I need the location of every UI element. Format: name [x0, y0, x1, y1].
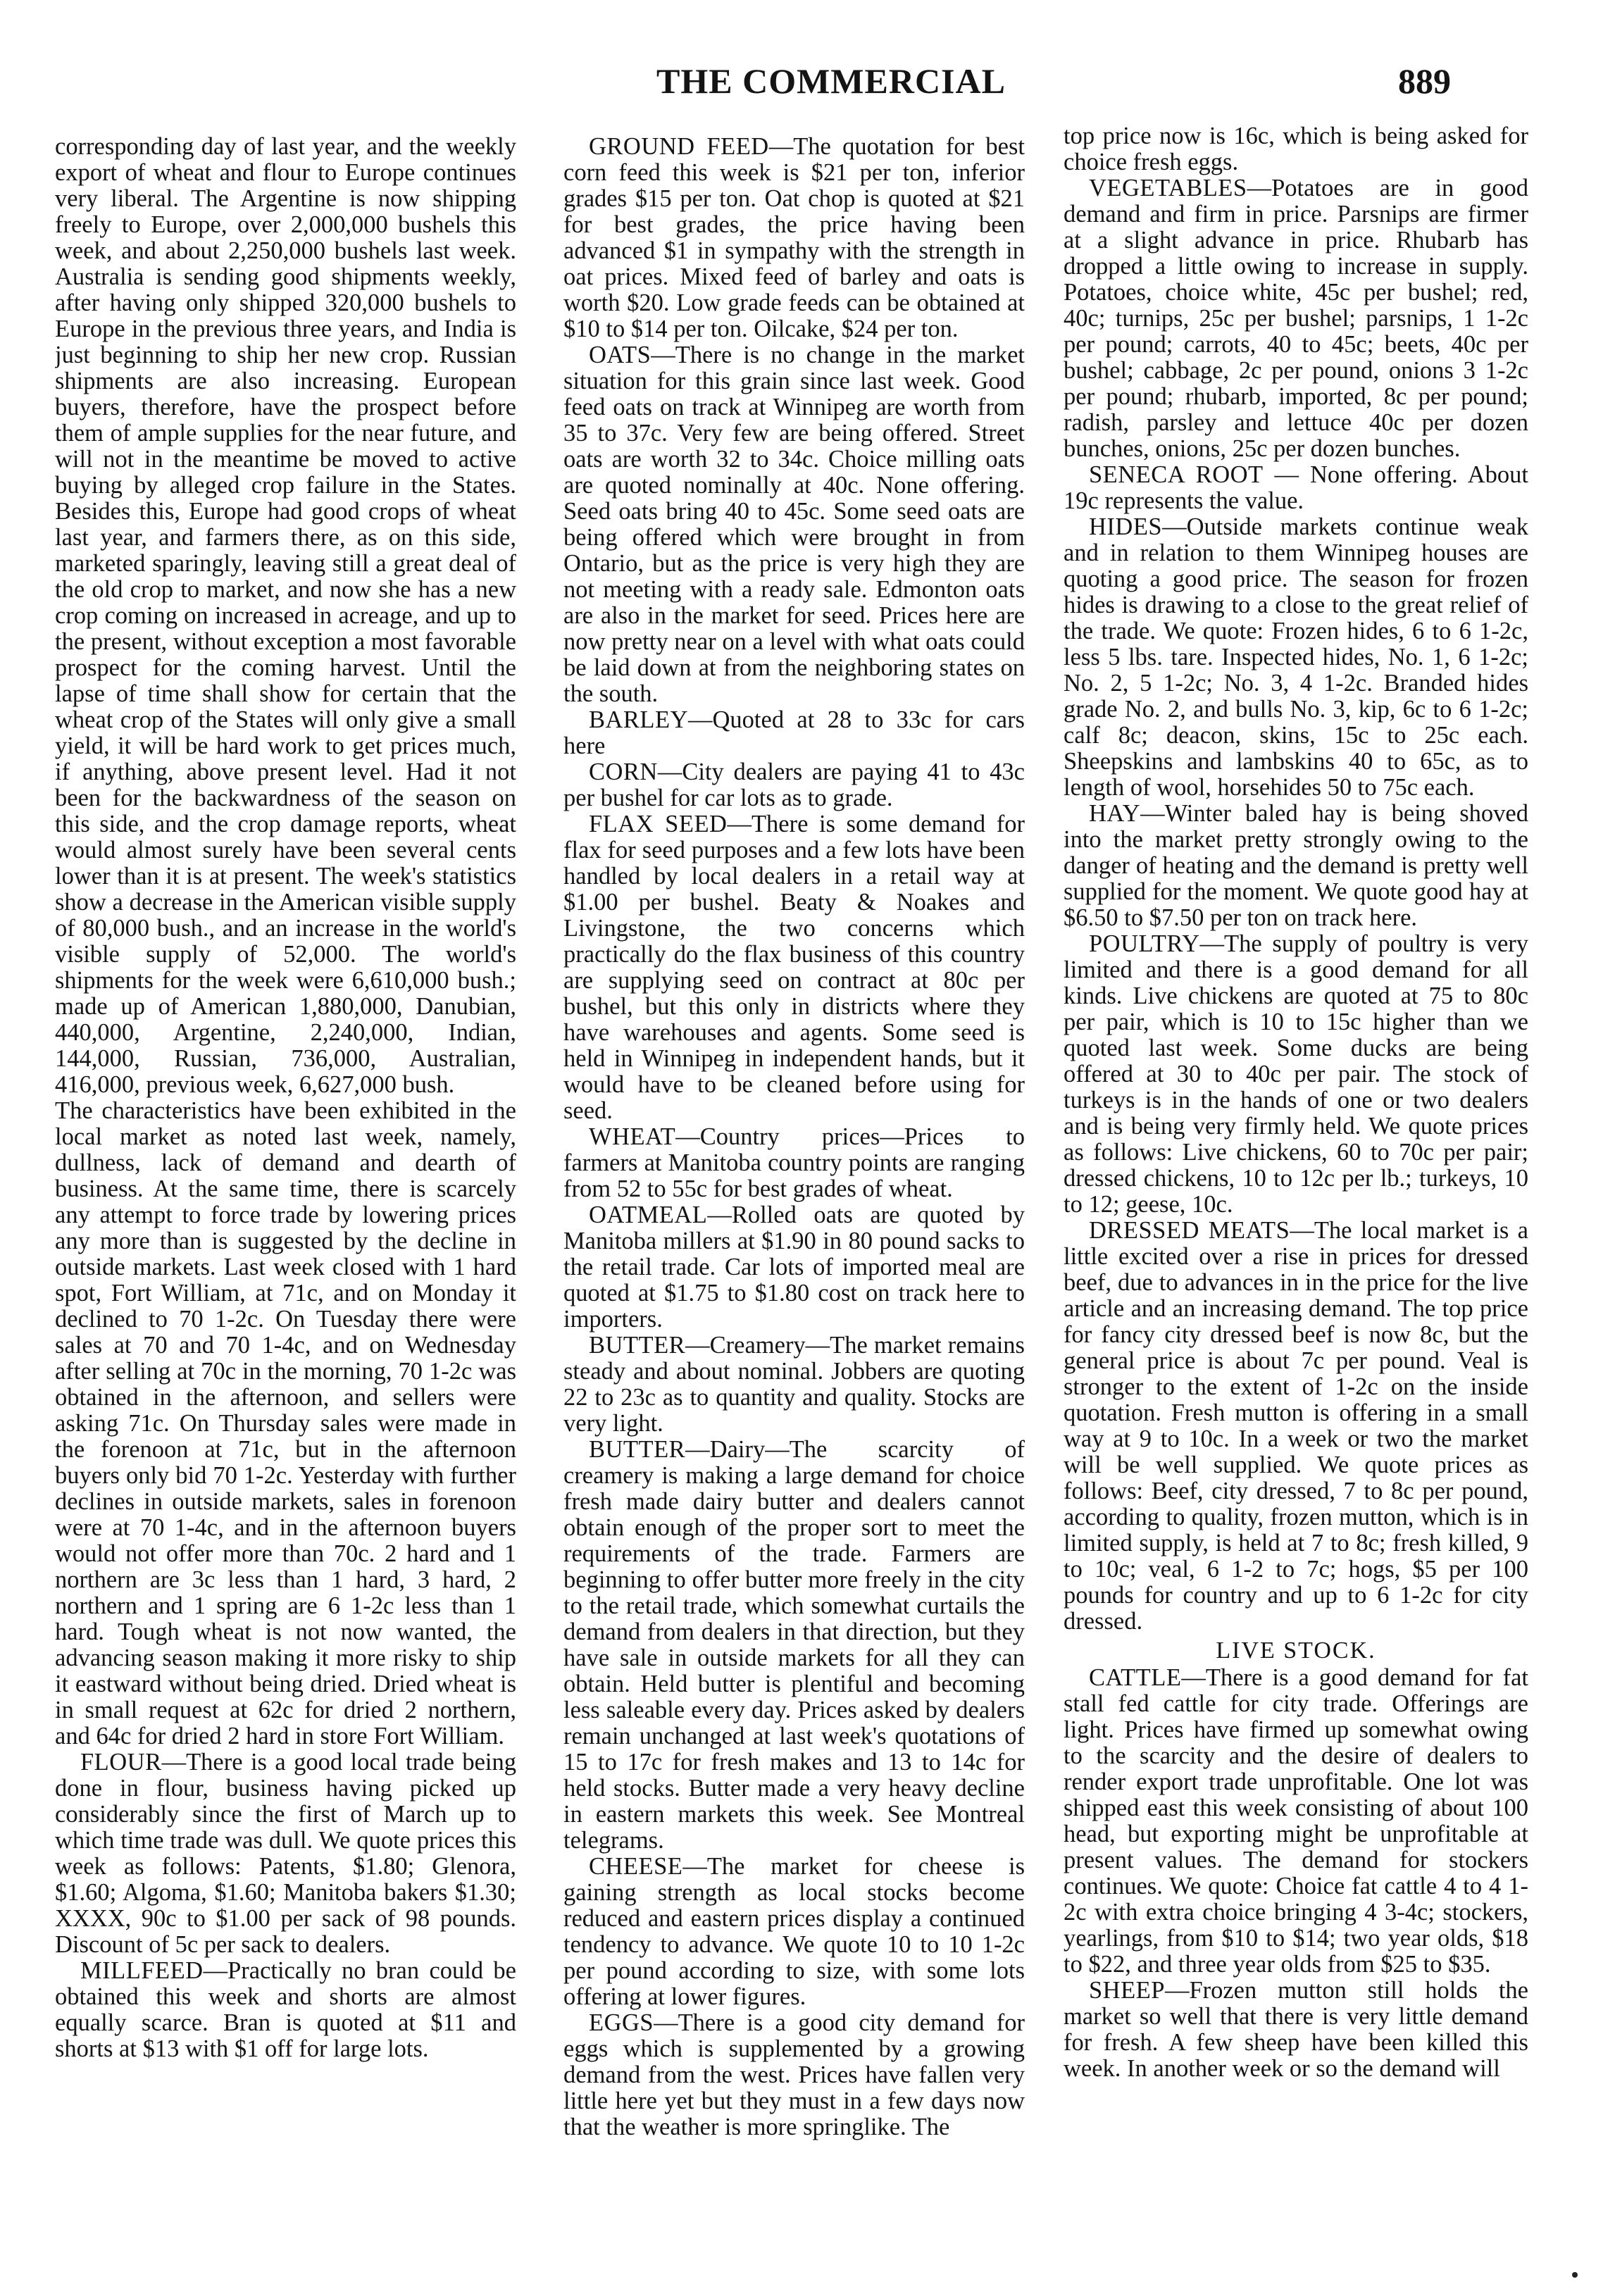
paragraph-text: —The quotation for best corn feed this week is $21 per ton, inferior grades $15 per ton. Oat chop is quoted at $21 for best grades, the price having been advanced $1 in sympathy with the strength in oat prices. Mixed feed of barley and oats is worth $20. Low grade feeds can be obtained at $10 to $14 per ton. Oilcake, $24 per ton.	[563, 134, 1025, 342]
article-paragraph	[1064, 1218, 1528, 1635]
paragraph-text: —Outside markets continue weak and in relation to them Winnipeg houses are quoting a good price. The season for frozen hides is drawing to a close to the great relief of the trade. We quote: Frozen hides, 6 to 6 1-2c, less 5 lbs. tare. Inspected hides, No. 1, 6 1-2c; No. 2, 5 1-2c; No. 3, 4 1-2c. Branded hides grade No. 2, and bulls No. 3, kip, 6c to 6 1-2c; calf 8c; deacon, skins, 15c to 25c each. Sheepskins and lambskins 40 to 65c, as to length of wool, horsehides 50 to 75c each.	[1064, 513, 1528, 801]
paragraph-lead: SHEEP	[1089, 1977, 1165, 2004]
article-paragraph	[1064, 514, 1528, 801]
paragraph-lead: GROUND FEED	[589, 134, 769, 160]
paragraph-text: —There is some demand for flax for seed purposes and a few lots have been handled by local dealers in a retail way at $1.00 per bushel. Beaty & Noakes and Livingstone, the two concerns which practically do the flax business of this country are supplying seed on contract at 80c per bushel, but this only in districts where they have warehouses and agents. Some seed is held in Winnipeg in independent hands, but it would have to be cleaned before using for seed.	[563, 811, 1025, 1124]
article-paragraph	[563, 707, 1025, 759]
paragraph-lead: OATMEAL	[589, 1202, 708, 1228]
paragraph-text: —Dairy—The scarcity of creamery is making a large demand for choice fresh made dairy butter and dealers cannot obtain enough of the proper sort to meet the requirements of the trade. Farmers are beginning to offer butter more freely in the city to the retail trade, which somewhat curtails the demand from dealers in that direction, but they have sale in outside markets for all they can obtain. Held butter is plentiful and becoming less saleable every day. Prices asked by dealers remain unchanged at last week's quotations of 15 to 17c for fresh makes and 13 to 14c for held stocks. Butter made a very heavy decline in eastern markets this week. See Montreal telegrams.	[563, 1436, 1025, 1854]
article-paragraph	[1064, 801, 1528, 931]
paragraph-lead: FLOUR	[80, 1749, 162, 1776]
article-paragraph	[563, 134, 1025, 342]
article-paragraph	[563, 1854, 1025, 2010]
article-paragraph	[563, 1333, 1025, 1437]
paragraph-lead: HAY	[1089, 800, 1141, 827]
article-paragraph	[563, 2010, 1025, 2140]
article-paragraph	[563, 759, 1025, 811]
article-paragraph	[1064, 175, 1528, 462]
article-paragraph	[1064, 1978, 1528, 2082]
paragraph-lead: POULTRY	[1089, 930, 1200, 957]
article-paragraph	[563, 1202, 1025, 1333]
publication-title: THE COMMERCIAL	[656, 61, 1006, 101]
paragraph-text: —The market for cheese is gaining strength as local stocks become reduced and eastern prices display a continued tendency to advance. We quote 10 to 10 1-2c per pound according to size, with some lots offering at lower figures.	[563, 1853, 1025, 2010]
paragraph-text: —Winter baled hay is being shoved into the market pretty strongly owing to the danger of heating and the demand is pretty well supplied for the moment. We quote good hay at $6.50 to $7.50 per ton on track here.	[1064, 800, 1528, 931]
paragraph-lead: MILLFEED	[80, 1957, 204, 1984]
paragraph-text: top price now is 16c, which is being asked for choice fresh eggs.	[1064, 123, 1528, 175]
article-paragraph	[55, 1098, 516, 1749]
paragraph-lead: FLAX SEED	[589, 811, 728, 837]
paragraph-lead: HIDES	[1089, 513, 1163, 540]
paragraph-text: —Practically no bran could be obtained this week and shorts are almost equally scarce. Bran is quoted at $11 and shorts at $13 with $1 off for large lots.	[55, 1957, 516, 2062]
paragraph-text: The characteristics have been exhibited in the local market as noted last week, namely, dullness, lack of demand and dearth of business. At the same time, there is scarcely any attempt to force trade by lowering prices any more than is suggested by the decline in outside markets. Last week closed with 1 hard spot, Fort William, at 71c, and on Monday it declined to 70 1-2c. On Tuesday there were sales at 70 and 70 1-4c, and on Wednesday after selling at 70c in the morning, 70 1-2c was obtained in the afternoon, and sellers were asking 71c. On Thursday sales were made in the forenoon at 71c, but in the afternoon buyers only bid 70 1-2c. Yesterday with further declines in outside markets, sales in forenoon were at 70 1-4c, and in the afternoon buyers would not offer more than 70c. 2 hard and 1 northern are 3c less than 1 hard, 3 hard, 2 northern and 1 spring are 6 1-2c less than 1 hard. Tough wheat is not now wanted, the advancing season making it more risky to ship it eastward without being dried. Dried wheat is in small request at 62c for dried 2 northern, and 64c for dried 2 hard in store Fort William.	[55, 1097, 516, 1749]
article-paragraph	[55, 134, 516, 1098]
article-paragraph	[55, 1958, 516, 2062]
article-paragraph	[1064, 123, 1528, 175]
page-number: 889	[1398, 61, 1451, 101]
article-paragraph	[1064, 931, 1528, 1218]
page-speck	[1572, 2272, 1578, 2278]
paragraph-text: —There is a good local trade being done in flour, business having picked up considerably since the first of March up to which time trade was dull. We quote prices this week as follows: Patents, $1.80; Glenora, $1.60; Algoma, $1.60; Manitoba bakers $1.30; XXXX, 90c to $1.00 per sack of 98 pounds. Discount of 5c per sack to dealers.	[55, 1749, 516, 1958]
article-paragraph	[1064, 462, 1528, 514]
paragraph-lead: WHEAT	[589, 1123, 676, 1150]
column-3	[1064, 123, 1528, 2236]
paragraph-text: —There is a good city demand for eggs which is supplemented by a growing demand from the west. Prices have fallen very little here yet but they must in a few days now that the weather is more springlike. The	[563, 2009, 1025, 2140]
article-paragraph	[563, 1124, 1025, 1202]
article-paragraph	[563, 1437, 1025, 1854]
paragraph-text: —Quoted at 28 to 33c for cars here	[563, 706, 1025, 759]
section-heading: LIVE STOCK.	[1216, 1637, 1376, 1664]
column-1	[55, 134, 516, 2247]
paragraph-lead: EGGS	[589, 2009, 654, 2036]
paragraph-text: —Rolled oats are quoted by Manitoba millers at $1.90 in 80 pound sacks to the retail trade. Car lots of imported meal are quoted at $1.75 to $1.80 cost on track here to importers.	[563, 1202, 1025, 1333]
paragraph-text: —The supply of poultry is very limited and there is a good demand for all kinds. Live chickens are quoted at 75 to 80c per pair, which is 10 to 15c higher than we quoted last week. Some ducks are being offered at 30 to 40c per pair. The stock of turkeys is in the hands of one or two dealers and is being very firmly held. We quote prices as follows: Live chickens, 60 to 70c per pair; dressed chickens, 10 to 12c per lb.; turkeys, 10 to 12; geese, 10c.	[1064, 930, 1528, 1218]
paragraph-text: —City dealers are paying 41 to 43c per bushel for car lots as to grade.	[563, 759, 1025, 811]
paragraph-lead: BUTTER	[589, 1436, 686, 1463]
paragraph-lead: CORN	[589, 759, 658, 785]
paragraph-text: —Frozen mutton still holds the market so well that there is very little demand for fresh. A few sheep have been killed this week. In another week or so the demand will	[1064, 1977, 1528, 2082]
paragraph-lead: DRESSED MEATS	[1089, 1217, 1290, 1244]
paragraph-text: —Country prices—Prices to farmers at Manitoba country points are ranging from 52 to 55c for best grades of wheat.	[563, 1123, 1025, 1202]
article-paragraph	[563, 342, 1025, 707]
paragraph-text: — None offering. About 19c represents the value.	[1064, 461, 1528, 514]
paragraph-text: —The local market is a little excited over a rise in prices for dressed beef, due to advances in in the price for the live article and an increasing demand. The top price for fancy city dressed beef is now 8c, but the general price is about 7c per pound. Veal is stronger to the extent of 1-2c on the inside quotation. Fresh mutton is offering in a small way at 9 to 10c. In a week or two the market will be well supplied. We quote prices as follows: Beef, city dressed, 7 to 8c per pound, according to quality, frozen mutton, which is in limited supply, is held at 7 to 8c; fresh killed, 9 to 10c; veal, 6 1-2 to 7c; hogs, $5 per 100 pounds for country and up to 6 1-2c for city dressed.	[1064, 1217, 1528, 1635]
article-paragraph	[55, 1749, 516, 1958]
paragraph-text: —There is a good demand for fat stall fed cattle for city trade. Offerings are light. Prices have firmed up somewhat owing to the scarcity and the desire of dealers to render export trade unprofitable. One lot was shipped east this week consisting of about 100 head, but exporting might be unprofitable at present values. The demand for stockers continues. We quote: Choice fat cattle 4 to 4 1-2c with extra choice bringing 4 3-4c; stockers, yearlings, from $10 to $14; two year olds, $18 to $22, and three year olds from $25 to $35.	[1064, 1664, 1528, 1978]
paragraph-lead: BARLEY	[589, 706, 688, 733]
column-2	[563, 134, 1025, 2247]
paragraph-text: —Creamery—The market remains steady and about nominal. Jobbers are quoting 22 to 23c as to quantity and quality. Stocks are very light.	[563, 1332, 1025, 1437]
article-paragraph	[563, 811, 1025, 1124]
paragraph-lead: OATS	[589, 342, 651, 368]
paragraph-text: corresponding day of last year, and the weekly export of wheat and flour to Europe continues very liberal. The Argentine is now shipping freely to Europe, over 2,000,000 bushels this week, and about 2,250,000 bushels last week. Australia is sending good shipments weekly, after having only shipped 320,000 bushels to Europe in the previous three years, and India is just beginning to ship her new crop. Russian shipments are also increasing. European buyers, therefore, have the prospect before them of ample supplies for the near future, and will not in the meantime be moved to active buying by alleged crop failure in the States. Besides this, Europe had good crops of wheat last year, and farmers there, as on this side, marketed sparingly, leaving still a great deal of the old crop to market, and now she has a new crop coming on increased in acreage, and up to the present, without exception a most favorable prospect for the coming harvest. Until the lapse of time shall show for certain that the wheat crop of the States will only give a small yield, it will be hard work to get prices much, if anything, above present level. Had it not been for the backwardness of the season on this side, and the crop damage reports, wheat would almost surely have been several cents lower than it is at present. The week's statistics show a decrease in the American visible supply of 80,000 bush., and an increase in the world's visible supply of 52,000. The world's shipments for the week were 6,610,000 bush.; made up of American 1,880,000, Danubian, 440,000, Argentine, 2,240,000, Indian, 144,000, Russian, 736,000, Australian, 416,000, previous week, 6,627,000 bush.	[55, 134, 516, 1098]
paragraph-lead: VEGETABLES	[1089, 175, 1247, 201]
article-paragraph	[1064, 1665, 1528, 1978]
paragraph-lead: CATTLE	[1089, 1664, 1182, 1691]
paragraph-text: —There is no change in the market situation for this grain since last week. Good feed oats on track at Winnipeg are worth from 35 to 37c. Very few are being offered. Street oats are worth 32 to 34c. Choice milling oats are quoted nominally at 40c. None offering. Seed oats bring 40 to 45c. Some seed oats are being offered which were brought in from Ontario, but as the price is very high they are not meeting with a ready sale. Edmonton oats are also in the market for seed. Prices here are now pretty near on a level with what oats could be laid down at from the neighboring states on the south.	[563, 342, 1025, 707]
paragraph-lead: BUTTER	[589, 1332, 686, 1359]
paragraph-lead: CHEESE	[589, 1853, 683, 1880]
masthead	[0, 61, 1615, 110]
paragraph-text: —Potatoes are in good demand and firm in price. Parsnips are firmer at a slight advance in price. Rhubarb has dropped a little owing to increase in supply. Potatoes, choice white, 45c per bushel; red, 40c; turnips, 25c per bushel; parsnips, 1 1-2c per pound; carrots, 40 to 45c; beets, 40c per bushel; cabbage, 2c per pound, onions 3 1-2c per pound; rhubarb, imported, 8c per pound; radish, parsley and lettuce 40c per dozen bunches, onions, 25c per dozen bunches.	[1064, 175, 1528, 462]
paragraph-lead: SENECA ROOT	[1089, 461, 1264, 488]
